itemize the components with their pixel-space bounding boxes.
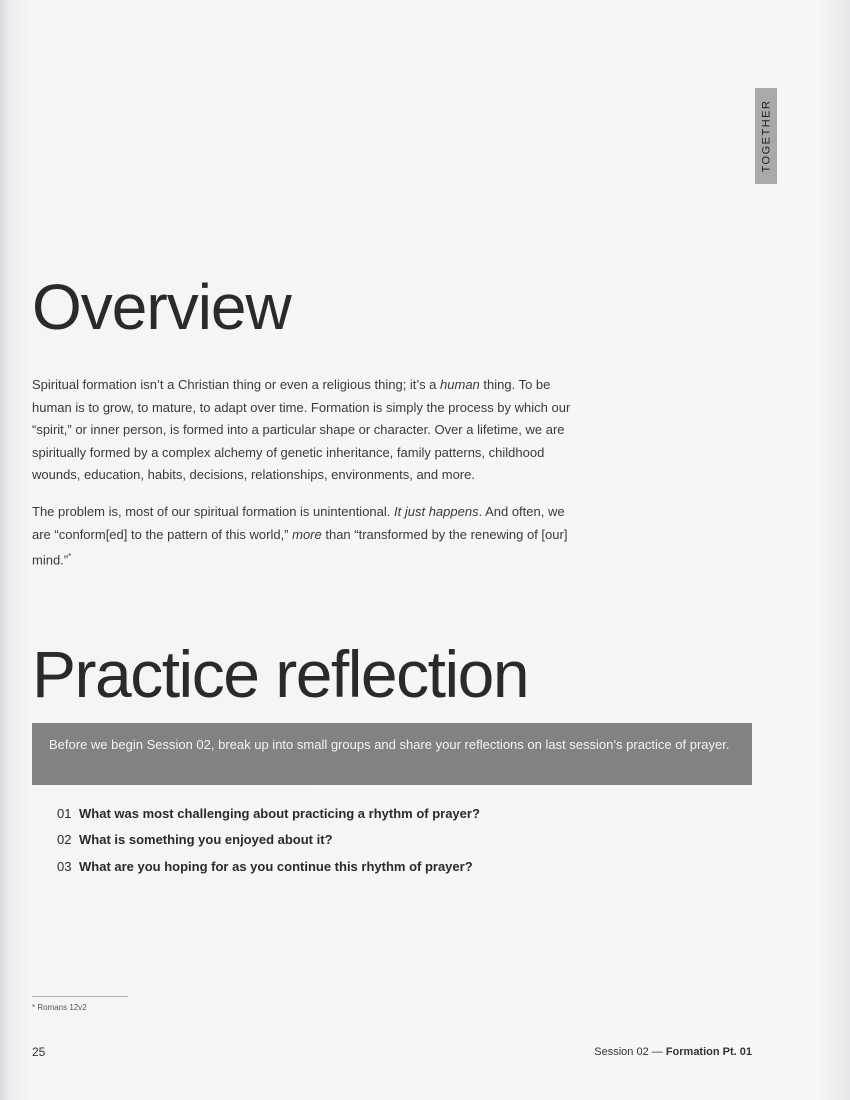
emphasis-text: It just happens [394, 504, 479, 519]
text-run: than “transformed by the renewing of [our] mind.” [32, 526, 568, 568]
footnote: * Romans 12v2 [32, 1003, 87, 1012]
footnote-marker: * [68, 552, 72, 561]
text-run: . And often, we are “conform[ed] to the pattern of this world,” [32, 504, 565, 542]
question-item [57, 853, 480, 880]
question-item [57, 800, 480, 827]
question-number: 03 [57, 858, 72, 874]
question-list [57, 800, 480, 880]
page-number: 25 [32, 1045, 46, 1059]
text-run: Spiritual formation isn’t a Christian thing or even a religious thing; it’s a [32, 377, 441, 392]
text-run: The problem is, most of our spiritual formation is unintentional. [32, 504, 395, 519]
instruction-text: Before we begin Session 02, break up into small groups and share your reflections on last session’s practice of prayer. [49, 737, 730, 752]
question-text: What was most challenging about practicing a rhythm of prayer? [79, 805, 480, 821]
emphasis-text: human [440, 377, 480, 392]
footer-session: Session 02 — [594, 1046, 666, 1058]
overview-heading: Overview [32, 271, 291, 343]
overview-paragraph-2 [32, 501, 577, 572]
question-number: 01 [57, 805, 72, 821]
question-number: 02 [57, 832, 72, 848]
emphasis-text: more [292, 526, 322, 542]
side-tab [755, 88, 777, 184]
footnote-divider [32, 996, 128, 997]
running-footer [594, 1046, 752, 1058]
text-run: thing. To be human is to grow, to mature, to adapt over time. Formation is simply the process by which our “spirit,” or inner person, is formed into a particular shape or character. Over a lifetime, we are spiritually formed by a complex alchemy of genetic inheritance, family patterns, childhood wounds, education, habits, decisions, relationships, environments, and more. [32, 377, 571, 482]
side-tab-label: TOGETHER [760, 99, 773, 173]
footer-title: Formation Pt. 01 [665, 1046, 752, 1058]
practice-reflection-heading: Practice reflection [32, 637, 529, 711]
question-text: What are you hoping for as you continue this rhythm of prayer? [79, 858, 473, 874]
instruction-banner [32, 723, 752, 785]
overview-paragraph-1 [32, 374, 577, 487]
question-text: What is something you enjoyed about it? [79, 832, 333, 848]
question-item [57, 827, 480, 854]
